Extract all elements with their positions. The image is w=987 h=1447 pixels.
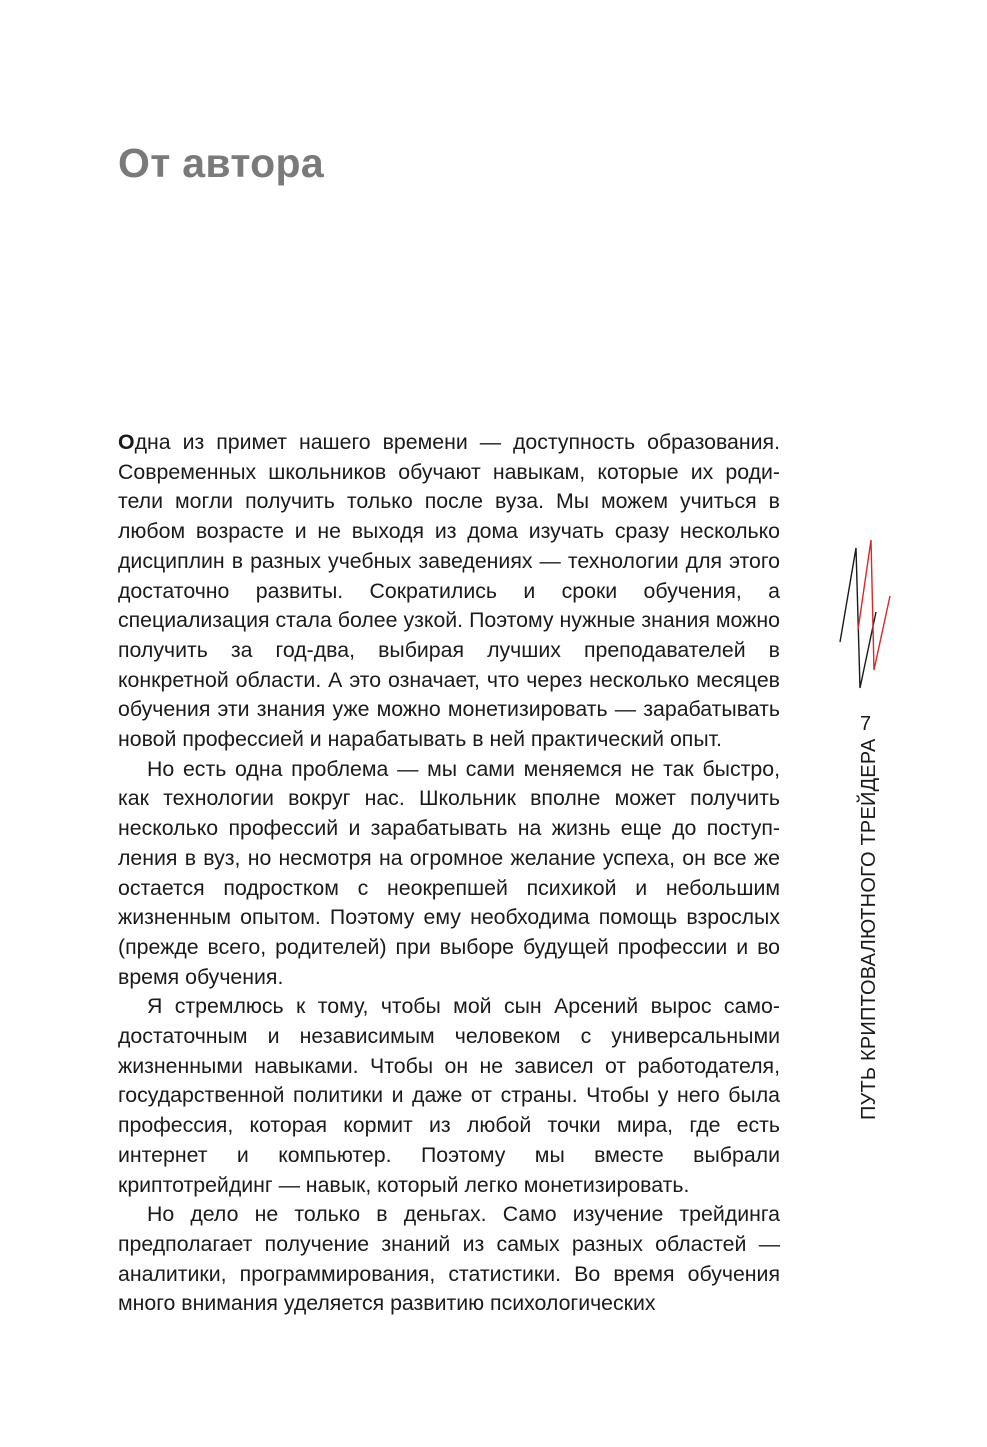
price-zigzag-icon: [838, 530, 898, 700]
paragraph-1: [118, 428, 780, 755]
paragraph-3: Я стремлюсь к тому, чтобы мой сын Арсений вырос самодостаточным и независимым человеком с универсальными жизненными навыками. Чтобы он не зависел от работодателя, государственной политики и даже от страны. Чтобы у него была профессия, которая кормит из любой точки мира, где есть интернет и компьютер. Поэтому мы вместе выбрали криптотрейдинг — навык, который легко монетизировать.: [118, 994, 780, 1197]
zigzag-red-line: [858, 540, 890, 670]
paragraph-4: Но дело не только в деньгах. Само изучение трейдинга предполагает получение знаний из самых разных областей — аналитики, программирования, статистики. Во время обучения много внимания уделяется развитию психологических: [118, 1202, 780, 1316]
page-number: 7: [860, 713, 872, 735]
body-text: [118, 428, 780, 1319]
running-head-container: [854, 738, 884, 1120]
zigzag-dark-line: [840, 548, 876, 688]
paragraph-initial: О: [118, 430, 135, 454]
page-title: От автора: [118, 140, 324, 186]
running-head: ПУТЬ КРИПТОВАЛЮТНОГО ТРЕЙДЕРА: [858, 738, 880, 1120]
paragraph-1-text: дна из примет нашего времени — доступность образования. Современных школьников обучают навыкам, которые их родители могли получить только после вуза. Мы можем учиться в любом возрасте и не выходя из дома изучать сразу несколько дисциплин в разных учебных заведениях — технологии для этого достаточно развиты. Сократились и сроки обучения, а специализация стала более узкой. Поэтому нужные знания можно получить за год-два, выбирая лучших преподавателей в конкретной области. А это означает, что через несколько месяцев обучения эти знания уже можно монетизировать — зарабатывать новой профессией и нарабатывать в ней практический опыт.: [118, 430, 780, 752]
paragraph-2: Но есть одна проблема — мы сами меняемся не так быстро, как технологии вокруг нас. Школьник вполне может получить несколько профессий и зарабатывать на жизнь еще до поступления в вуз, но несмотря на огромное желание успеха, он все же остается подростком с неокрепшей психикой и небольшим жизненным опытом. Поэтому ему необходима помощь взрослых (прежде всего, родителей) при выборе будущей профессии и во время обучения.: [118, 756, 780, 989]
